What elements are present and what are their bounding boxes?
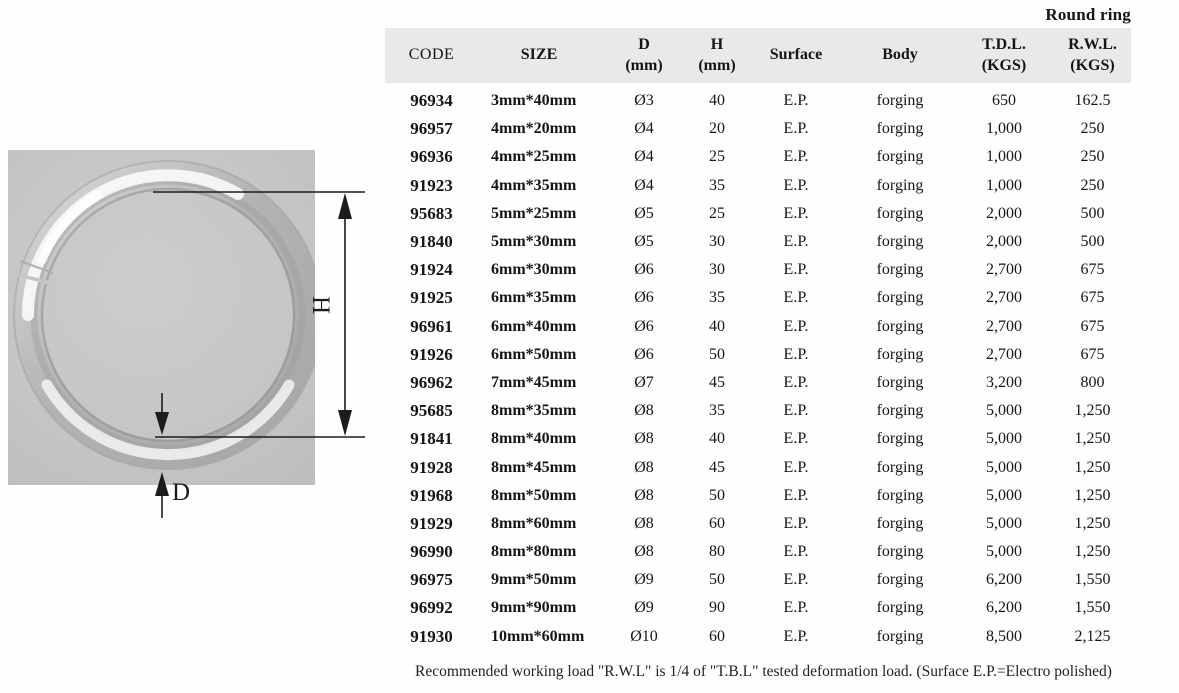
table-cell-surface: E.P. [783,233,809,251]
table-cell-rwl: 1,250 [1074,543,1111,561]
table-cell-d: Ø3 [634,92,654,110]
table-cell-code: 91923 [410,175,453,195]
table-cell-rwl: 675 [1080,317,1105,335]
table-cell-h: 30 [709,261,725,279]
table-cell-size: 10mm*60mm [491,627,585,645]
table-cell-d: Ø6 [634,345,654,363]
table-cell-size: 8mm*50mm [491,486,577,504]
table-cell-code: 91968 [410,485,453,505]
table-cell-tdl: 2,000 [986,233,1022,251]
table-row [385,284,1131,312]
table-cell-code: 96990 [410,542,453,562]
table-cell-rwl: 250 [1080,148,1105,166]
table-cell-h: 30 [709,233,725,251]
table-cell-tdl: 6,200 [986,599,1022,617]
table-row [385,482,1131,510]
table-cell-surface: E.P. [783,543,809,561]
table-cell-size: 5mm*25mm [491,204,577,222]
table-cell-d: Ø7 [634,373,654,391]
column-header-size [478,45,600,66]
table-cell-h: 45 [709,458,725,476]
column-header-surface [746,45,846,66]
table-cell-size: 9mm*90mm [491,599,577,617]
table-row [385,200,1131,228]
table-cell-d: Ø4 [634,120,654,138]
table-cell-code: 96962 [410,372,453,392]
table-cell-surface: E.P. [783,430,809,448]
table-cell-rwl: 800 [1080,373,1105,391]
table-cell-tdl: 5,000 [986,402,1022,420]
table-cell-code: 96992 [410,598,453,618]
header-line: (mm) [698,56,736,74]
table-cell-code: 91929 [410,513,453,533]
table-cell-size: 8mm*80mm [491,543,577,561]
table-cell-body: forging [876,345,924,363]
table-cell-surface: E.P. [783,373,809,391]
table-row [385,341,1131,369]
table-cell-h: 40 [709,317,725,335]
table-row [385,538,1131,566]
table-cell-body: forging [876,204,924,222]
table-row [385,425,1131,453]
table-cell-tdl: 2,700 [986,261,1022,279]
table-row [385,397,1131,425]
ring-photo [8,150,315,485]
table-cell-body: forging [876,317,924,335]
table-cell-code: 96961 [410,316,453,336]
table-cell-h: 45 [709,373,725,391]
ring-image [8,150,315,485]
header-line: Body [882,46,918,64]
table-row [385,256,1131,284]
column-header-h-mm [688,35,746,77]
table-cell-d: Ø9 [634,599,654,617]
table-cell-surface: E.P. [783,458,809,476]
table-cell-d: Ø9 [634,571,654,589]
table-cell-size: 5mm*30mm [491,233,577,251]
table-cell-surface: E.P. [783,514,809,532]
table-cell-d: Ø8 [634,514,654,532]
table-cell-rwl: 675 [1080,345,1105,363]
table-cell-surface: E.P. [783,402,809,420]
column-header-rwl [1054,35,1131,77]
table-cell-code: 95685 [410,401,453,421]
table-cell-d: Ø8 [634,430,654,448]
table-cell-body: forging [876,261,924,279]
table-cell-h: 25 [709,204,725,222]
table-cell-code: 96936 [410,147,453,167]
table-cell-surface: E.P. [783,120,809,138]
d-dimension-label: D [172,479,191,506]
table-cell-d: Ø5 [634,204,654,222]
header-line: (mm) [625,56,663,74]
table-row [385,87,1131,115]
table-cell-h: 40 [709,430,725,448]
table-cell-rwl: 1,250 [1074,486,1111,504]
table-cell-h: 60 [709,627,725,645]
header-line: (KGS) [1070,56,1115,74]
table-cell-tdl: 1,000 [986,148,1022,166]
table-cell-rwl: 1,550 [1074,599,1111,617]
table-cell-code: 91928 [410,457,453,477]
table-cell-tdl: 2,700 [986,289,1022,307]
table-cell-body: forging [876,92,924,110]
table-cell-rwl: 1,250 [1074,514,1111,532]
header-line: SIZE [520,46,558,64]
table-cell-tdl: 2,700 [986,317,1022,335]
table-cell-size: 9mm*50mm [491,571,577,589]
header-line: D [638,35,650,53]
table-row [385,623,1131,651]
table-cell-surface: E.P. [783,571,809,589]
table-cell-d: Ø8 [634,486,654,504]
table-cell-tdl: 2,000 [986,204,1022,222]
table-cell-d: Ø4 [634,148,654,166]
table-cell-d: Ø5 [634,233,654,251]
h-arrow-down-icon [338,410,352,436]
table-cell-body: forging [876,627,924,645]
table-cell-code: 91926 [410,344,453,364]
table-cell-tdl: 8,500 [986,627,1022,645]
table-cell-d: Ø8 [634,543,654,561]
table-cell-size: 3mm*40mm [491,92,577,110]
table-cell-rwl: 1,250 [1074,430,1111,448]
table-cell-body: forging [876,233,924,251]
table-cell-h: 50 [709,345,725,363]
table-cell-tdl: 5,000 [986,458,1022,476]
header-line: (KGS) [981,56,1027,74]
footnote: Recommended working load "R.W.L" is 1/4 of "T.B.L" tested deformation load. (Surface E.P.=Electro polished) [415,663,1112,680]
table-cell-d: Ø8 [634,402,654,420]
table-cell-code: 91925 [410,288,453,308]
table-row [385,453,1131,481]
table-cell-surface: E.P. [783,148,809,166]
table-cell-code: 96975 [410,570,453,590]
header-line: Surface [769,46,823,64]
table-cell-rwl: 162.5 [1074,92,1111,110]
table-row [385,228,1131,256]
table-row [385,115,1131,143]
h-dimension-label: H [307,295,335,315]
table-cell-rwl: 1,550 [1074,571,1111,589]
table-cell-body: forging [876,543,924,561]
table-cell-tdl: 5,000 [986,486,1022,504]
table-cell-body: forging [876,571,924,589]
table-body [385,87,1131,651]
table-cell-surface: E.P. [783,599,809,617]
table-cell-code: 96934 [410,91,453,111]
table-cell-rwl: 250 [1080,120,1105,138]
table-cell-code: 91930 [410,626,453,646]
table-cell-h: 40 [709,92,725,110]
table-cell-tdl: 1,000 [986,120,1022,138]
table-cell-rwl: 500 [1080,204,1105,222]
table-cell-body: forging [876,373,924,391]
column-header-d-mm [600,35,688,77]
table-cell-surface: E.P. [783,92,809,110]
table-cell-surface: E.P. [783,176,809,194]
table-cell-size: 8mm*45mm [491,458,577,476]
table-cell-size: 4mm*25mm [491,148,577,166]
table-cell-tdl: 2,700 [986,345,1022,363]
table-cell-h: 50 [709,486,725,504]
table-cell-tdl: 5,000 [986,543,1022,561]
column-header-tdl [954,35,1054,77]
table-cell-rwl: 1,250 [1074,402,1111,420]
column-header-code [385,45,478,66]
table-cell-h: 25 [709,148,725,166]
table-cell-size: 6mm*50mm [491,345,577,363]
table-cell-size: 6mm*35mm [491,289,577,307]
table-cell-surface: E.P. [783,486,809,504]
table-row [385,369,1131,397]
table-cell-size: 7mm*45mm [491,373,577,391]
table-header [385,28,1131,83]
table-cell-body: forging [876,486,924,504]
header-line: T.D.L. [982,35,1026,53]
table-cell-rwl: 1,250 [1074,458,1111,476]
table-cell-body: forging [876,402,924,420]
table-cell-h: 80 [709,543,725,561]
table-cell-surface: E.P. [783,345,809,363]
table-cell-surface: E.P. [783,289,809,307]
table-cell-d: Ø10 [630,627,658,645]
table-cell-body: forging [876,458,924,476]
table-cell-code: 91841 [410,429,453,449]
table-cell-code: 91840 [410,232,453,252]
h-arrow-up-icon [338,193,352,219]
table-row [385,594,1131,622]
table-cell-tdl: 3,200 [986,373,1022,391]
table-cell-rwl: 675 [1080,289,1105,307]
table-cell-tdl: 5,000 [986,514,1022,532]
table-cell-size: 4mm*20mm [491,120,577,138]
table-cell-d: Ø4 [634,176,654,194]
table-cell-size: 8mm*40mm [491,430,577,448]
header-line: R.W.L. [1068,35,1117,53]
table-row [385,143,1131,171]
table-cell-body: forging [876,176,924,194]
table-cell-surface: E.P. [783,317,809,335]
table-cell-surface: E.P. [783,627,809,645]
table-cell-code: 91924 [410,260,453,280]
table-cell-size: 6mm*40mm [491,317,577,335]
table-cell-tdl: 6,200 [986,571,1022,589]
table-cell-rwl: 675 [1080,261,1105,279]
table-cell-rwl: 250 [1080,176,1105,194]
table-cell-rwl: 2,125 [1074,627,1111,645]
table-cell-size: 4mm*35mm [491,176,577,194]
table-cell-h: 90 [709,599,725,617]
table-row [385,510,1131,538]
table-cell-h: 35 [709,289,725,307]
table-cell-tdl: 650 [992,92,1016,110]
table-cell-surface: E.P. [783,204,809,222]
table-cell-d: Ø6 [634,289,654,307]
table-cell-d: Ø8 [634,458,654,476]
table-cell-size: 8mm*35mm [491,402,577,420]
table-cell-code: 96957 [410,119,453,139]
page-title: Round ring [1045,5,1131,24]
table-cell-h: 60 [709,514,725,532]
table-cell-code: 95683 [410,203,453,223]
table-cell-body: forging [876,514,924,532]
table-row [385,172,1131,200]
table-cell-surface: E.P. [783,261,809,279]
table-cell-d: Ø6 [634,261,654,279]
table-cell-d: Ø6 [634,317,654,335]
table-cell-body: forging [876,148,924,166]
table-cell-body: forging [876,289,924,307]
table-cell-size: 8mm*60mm [491,514,577,532]
table-cell-h: 50 [709,571,725,589]
table-cell-h: 35 [709,402,725,420]
table-cell-rwl: 500 [1080,233,1105,251]
table-cell-h: 20 [709,120,725,138]
table-cell-tdl: 1,000 [986,176,1022,194]
table-cell-body: forging [876,599,924,617]
table-cell-h: 35 [709,176,725,194]
table-cell-body: forging [876,430,924,448]
table-row [385,313,1131,341]
column-header-body [846,45,954,66]
table-cell-body: forging [876,120,924,138]
header-line: H [710,35,724,53]
table-row [385,566,1131,594]
table-cell-tdl: 5,000 [986,430,1022,448]
table-cell-size: 6mm*30mm [491,261,577,279]
header-line: CODE [408,46,455,64]
